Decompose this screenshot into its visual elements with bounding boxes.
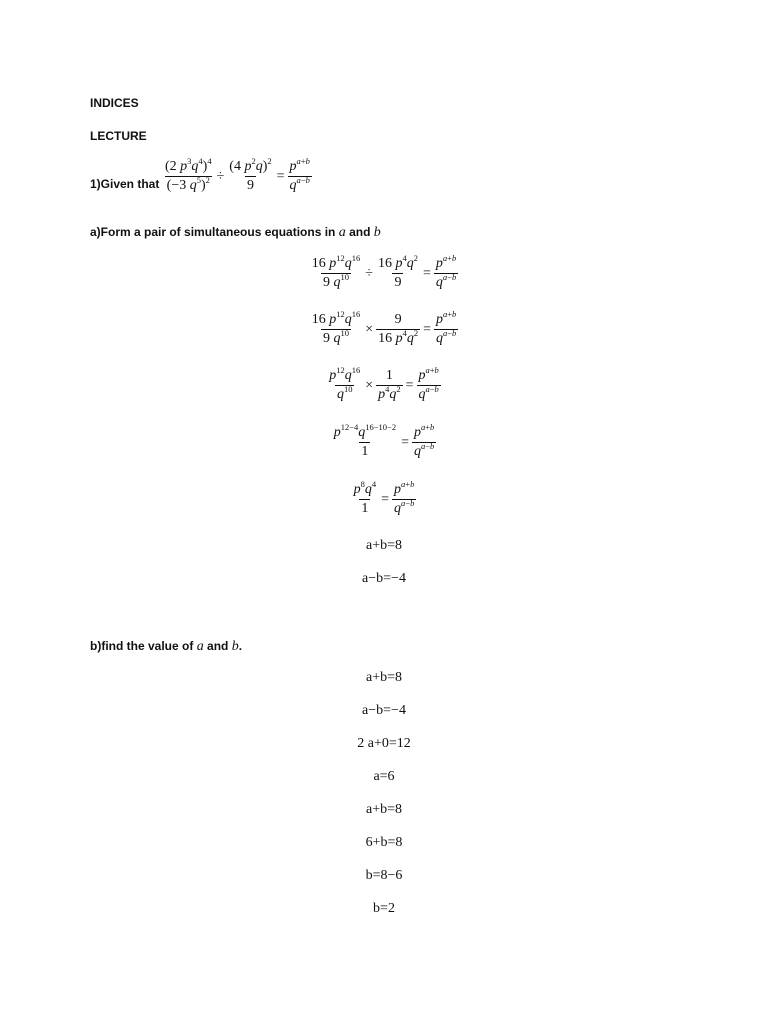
equation-text: a+b=8 xyxy=(365,670,402,685)
step5-rhs-den: $q^{a-b}$ xyxy=(394,498,415,516)
question1-prefix: 1)Given that xyxy=(90,177,160,191)
part-a-label-prefix: a)Form a pair of simultaneous equations in xyxy=(90,225,336,239)
equation-text: a−b=−4 xyxy=(362,703,406,718)
step2-frac-a-num: 16 $p^{12}q^{16}$ xyxy=(311,309,361,327)
part-b-line-5 xyxy=(0,802,768,818)
q1-f2-numerator: (4 $p^2q)^2$ xyxy=(229,156,272,174)
equals-sign: = xyxy=(422,265,431,281)
part-b-line-7 xyxy=(0,868,768,884)
heading-indices: INDICES xyxy=(90,96,139,110)
step2-frac-a xyxy=(310,309,363,347)
q1-rhs-fraction xyxy=(288,156,312,194)
step3-rhs xyxy=(417,365,441,403)
q1-rhs-numerator: $p^{a+b}$ xyxy=(289,156,310,174)
equals-sign: = xyxy=(405,377,414,393)
q1-f2-denominator: 9 xyxy=(246,178,254,193)
question1-expression xyxy=(162,156,313,194)
part-a-equation-2 xyxy=(0,571,768,587)
q1-fraction-2 xyxy=(227,156,273,194)
step5-frac-a xyxy=(352,479,379,517)
step4-frac-a-den: 1 xyxy=(361,444,369,459)
step1-rhs xyxy=(434,253,458,291)
step1-frac-a-den: 9 $q^{10}$ xyxy=(323,272,350,290)
step-4 xyxy=(0,422,768,460)
step2-rhs-num: $p^{a+b}$ xyxy=(436,309,457,327)
equation-text: b=2 xyxy=(373,901,395,916)
step3-rhs-num: $p^{a+b}$ xyxy=(418,365,439,383)
q1-f1-numerator: (2 $p^3q^4)^4$ xyxy=(165,156,212,174)
step-1 xyxy=(0,253,768,291)
part-b-and: and xyxy=(207,639,229,653)
step1-frac-a-num: 16 $p^{12}q^{16}$ xyxy=(311,253,361,271)
equation-text: 2 a+0=12 xyxy=(357,736,411,751)
equation-text: a−b=−4 xyxy=(362,571,406,586)
part-b-label-prefix: b)find the value of xyxy=(90,639,194,653)
equation-text: 6+b=8 xyxy=(365,835,403,850)
part-b-var-b: b xyxy=(231,639,239,654)
step4-rhs-den: $q^{a-b}$ xyxy=(414,441,435,459)
part-b-var-a: a xyxy=(196,639,204,654)
step1-frac-b-num: 16 $p^4q^2$ xyxy=(377,253,418,271)
equation-text: a+b=8 xyxy=(365,802,402,817)
step5-rhs xyxy=(392,479,416,517)
equation-text: a+b=8 xyxy=(365,538,402,553)
equals-sign: = xyxy=(276,168,285,184)
step3-frac-b-den: $p^4q^2$ xyxy=(378,384,401,402)
part-a-equation-1 xyxy=(0,538,768,554)
step2-frac-b-num: 9 xyxy=(394,312,402,327)
step3-frac-a-den: $q^{10}$ xyxy=(336,384,353,402)
step2-frac-b-den: 16 $p^4q^2$ xyxy=(378,328,419,346)
step1-frac-b xyxy=(376,253,420,291)
part-a-label xyxy=(90,225,381,240)
part-b-line-1 xyxy=(0,670,768,686)
equation-text: b=8−6 xyxy=(365,868,403,883)
multiply-sign: × xyxy=(365,377,374,393)
step1-rhs-num: $p^{a+b}$ xyxy=(435,253,457,271)
step5-frac-a-num: $p^8q^4$ xyxy=(353,479,377,497)
step4-frac-a-num: $p^{12-4}q^{16-10-2}$ xyxy=(333,422,397,440)
part-b-line-3 xyxy=(0,736,768,752)
equation-text: a=6 xyxy=(373,769,395,784)
step3-rhs-den: $q^{a-b}$ xyxy=(418,384,439,402)
divide-sign: ÷ xyxy=(216,168,225,184)
part-b-line-4 xyxy=(0,769,768,785)
step1-frac-b-den: 9 xyxy=(394,275,402,290)
step3-frac-b-num: 1 xyxy=(385,368,393,383)
step4-rhs xyxy=(412,422,436,460)
step3-frac-a xyxy=(327,365,362,403)
step-3 xyxy=(0,365,768,403)
step2-rhs-den: $q^{a-b}$ xyxy=(436,328,457,346)
equals-sign: = xyxy=(401,434,409,450)
step1-rhs-den: $q^{a-b}$ xyxy=(435,272,457,290)
step5-frac-a-den: 1 xyxy=(361,501,369,516)
q1-f1-denominator: (−3 $q^5)^2$ xyxy=(166,175,210,193)
step2-rhs xyxy=(434,309,458,347)
heading-lecture: LECTURE xyxy=(90,129,147,143)
part-b-line-6 xyxy=(0,835,768,851)
q1-fraction-1 xyxy=(163,156,214,194)
divide-sign: ÷ xyxy=(365,265,373,281)
step5-rhs-num: $p^{a+b}$ xyxy=(394,479,415,497)
part-b-line-2 xyxy=(0,703,768,719)
multiply-sign: × xyxy=(365,321,374,337)
part-b-label xyxy=(90,639,242,654)
step-2 xyxy=(0,309,768,347)
part-a-var-b: b xyxy=(373,225,381,240)
step3-frac-a-num: $p^{12}q^{16}$ xyxy=(329,365,361,383)
equals-sign: = xyxy=(423,321,431,337)
step3-frac-b xyxy=(376,368,403,403)
step2-frac-a-den: 9 $q^{10}$ xyxy=(322,328,349,346)
part-a-and: and xyxy=(349,225,371,239)
part-a-var-a: a xyxy=(338,225,346,240)
part-b-line-8 xyxy=(0,901,768,917)
step4-frac-a xyxy=(332,422,398,460)
equals-sign: = xyxy=(381,491,390,507)
part-b-period: . xyxy=(238,639,243,653)
q1-rhs-denominator: $q^{a-b}$ xyxy=(289,175,310,193)
step4-rhs-num: $p^{a+b}$ xyxy=(414,422,435,440)
step-5 xyxy=(0,479,768,517)
step1-frac-a xyxy=(310,253,363,291)
step2-frac-b xyxy=(376,312,420,347)
